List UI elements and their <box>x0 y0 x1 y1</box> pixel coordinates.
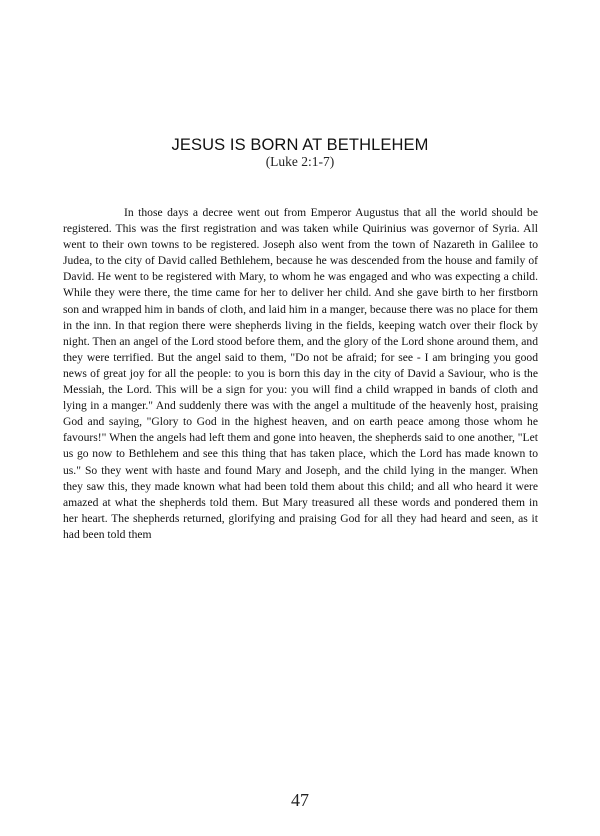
body-paragraph: In those days a decree went out from Emperor Augustus that all the world should be registered. This was the first registration and was taken while Quirinius was governor of Syria. All went to their own towns to be registered. Joseph also went from the town of Nazareth in Galilee to Judea, to the city of David called Bethlehem, because he was descended from the house and family of David. He went to be registered with Mary, to whom he was engaged and who was expecting a child. While they were there, the time came for her to deliver her child. And she gave birth to her firstborn son and wrapped him in bands of cloth, and laid him in a manger, because there was no place for them in the inn. In that region there were shepherds living in the fields, keeping watch over their flock by night. Then an angel of the Lord stood before them, and the glory of the Lord shone around them, and they were terrified. But the angel said to them, "Do not be afraid; for see - I am bringing you good news of great joy for all the people: to you is born this day in the city of David a Saviour, who is the Messiah, the Lord. This will be a sign for you: you will find a child wrapped in bands of cloth and lying in a manger." And suddenly there was with the angel a multitude of the heavenly host, praising God and saying, "Glory to God in the highest heaven, and on earth peace among those whom he favours!" When the angels had left them and gone into heaven, the shepherds said to one another, "Let us go now to Bethlehem and see this thing that has taken place, which the Lord has made known to us." So they went with haste and found Mary and Joseph, and the child lying in the manger. When they saw this, they made known what had been told them about this child; and all who heard it were amazed at what the shepherds told them. But Mary treasured all these words and pondered them in her heart. The shepherds returned, glorifying and praising God for all they had heard and seen, as it had been told them <box>63 206 538 541</box>
page-number: 47 <box>291 790 309 810</box>
page-title: JESUS IS BORN AT BETHLEHEM <box>171 136 429 154</box>
scripture-reference: (Luke 2:1-7) <box>265 154 335 169</box>
